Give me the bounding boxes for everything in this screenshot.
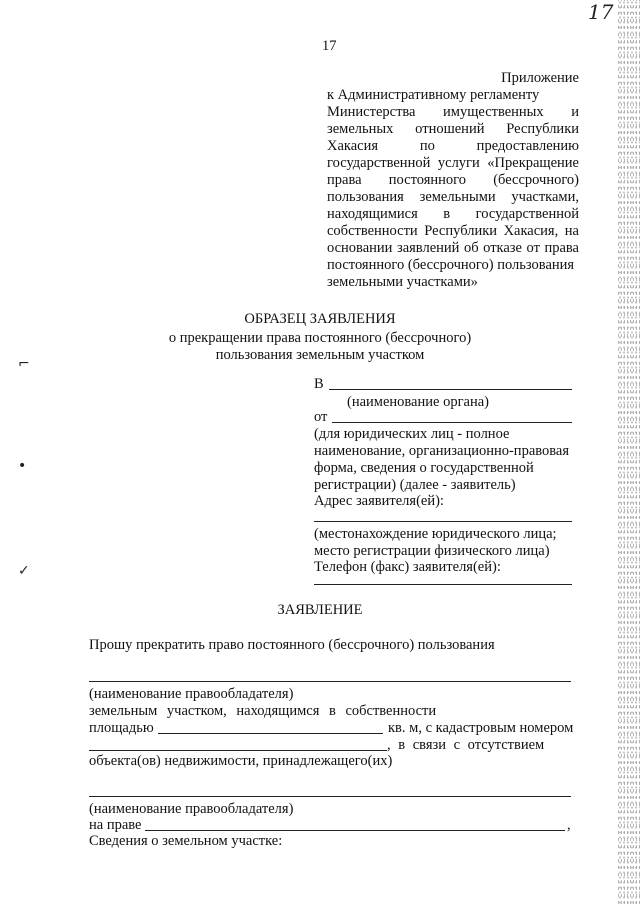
page-number: 17	[322, 38, 337, 54]
holder-field-line-1[interactable]	[89, 681, 571, 682]
cadastral-field-line[interactable]	[89, 750, 387, 751]
form-subtitle-2: пользования земельным участком	[215, 347, 425, 363]
right-field-line[interactable]	[145, 830, 565, 831]
appendix-line-last2: земельными участками»	[327, 274, 478, 290]
form-subtitle-1: о прекращении права постоянного (бессрочного)	[168, 330, 472, 346]
form-title: ОБРАЗЕЦ ЗАЯВЛЕНИЯ	[244, 311, 396, 327]
area-suffix: кв. м, с кадастровым номером	[388, 720, 574, 736]
statement-heading: ЗАЯВЛЕНИЕ	[277, 602, 363, 618]
from-hint-1: (для юридических лиц - полное	[314, 426, 510, 442]
from-hint-2: наименование, организационно-правовая	[314, 443, 570, 459]
reason-suffix: , в связи с отсутствием	[387, 737, 545, 753]
margin-tick-mark: ⌐	[18, 356, 30, 372]
address-label: Адрес заявителя(ей):	[314, 493, 444, 509]
appendix-row: находящимися в государственной	[327, 206, 579, 222]
appendix-row: государственной услуги «Прекращение	[327, 155, 579, 171]
right-prefix: на праве	[89, 817, 142, 833]
address-field-line[interactable]	[314, 521, 572, 522]
holder-field-line-2[interactable]	[89, 796, 571, 797]
to-prefix: В	[314, 376, 324, 392]
holder-hint-1: (наименование правообладателя)	[89, 686, 294, 702]
appendix-row: собственности Республики Хакасия, на	[327, 223, 579, 239]
appendix-row: основании заявлений об отказе от права	[327, 240, 579, 256]
request-text: Прошу прекратить право постоянного (бессрочного) пользования	[89, 637, 495, 653]
from-hint-3: форма, сведения о государственной	[314, 460, 534, 476]
area-prefix: площадью	[89, 720, 154, 736]
handwritten-page-number: 17	[588, 0, 614, 24]
appendix-row: земельных отношений Республики	[327, 121, 579, 137]
appendix-line-last1: постоянного (бессрочного) пользования	[327, 257, 575, 273]
right-end: ,	[567, 817, 571, 833]
from-hint-4: регистрации) (далее - заявитель)	[314, 477, 516, 493]
appendix-row: Хакасия по предоставлению	[327, 138, 579, 154]
appendix-row: права постоянного (бессрочного)	[327, 172, 579, 188]
to-hint: (наименование органа)	[347, 394, 489, 410]
appendix-row: Министерства имущественных и	[327, 104, 579, 120]
appendix-line2: к Административному регламенту	[327, 87, 540, 103]
holder-hint-2: (наименование правообладателя)	[89, 801, 294, 817]
address-hint-2: место регистрации физического лица)	[314, 543, 550, 559]
margin-check-mark: ✓	[18, 563, 30, 579]
appendix-row: пользования земельными участками,	[327, 189, 579, 205]
appendix-block	[327, 70, 579, 291]
from-field-line[interactable]	[332, 422, 572, 423]
address-hint-1: (местонахождение юридического лица;	[314, 526, 557, 542]
plot-line: земельным участком, находящимся в собственности	[89, 703, 437, 719]
phone-field-line[interactable]	[314, 584, 572, 585]
from-prefix: от	[314, 409, 328, 425]
to-field-line[interactable]	[329, 389, 572, 390]
margin-dot-mark: •	[18, 458, 27, 474]
scan-edge-noise	[618, 0, 640, 905]
appendix-line1: Приложение	[501, 70, 579, 86]
objects-line: объекта(ов) недвижимости, принадлежащего(их)	[89, 753, 393, 769]
phone-label: Телефон (факс) заявителя(ей):	[314, 559, 501, 575]
area-field-line[interactable]	[158, 733, 383, 734]
plot-info-label: Сведения о земельном участке:	[89, 833, 283, 849]
